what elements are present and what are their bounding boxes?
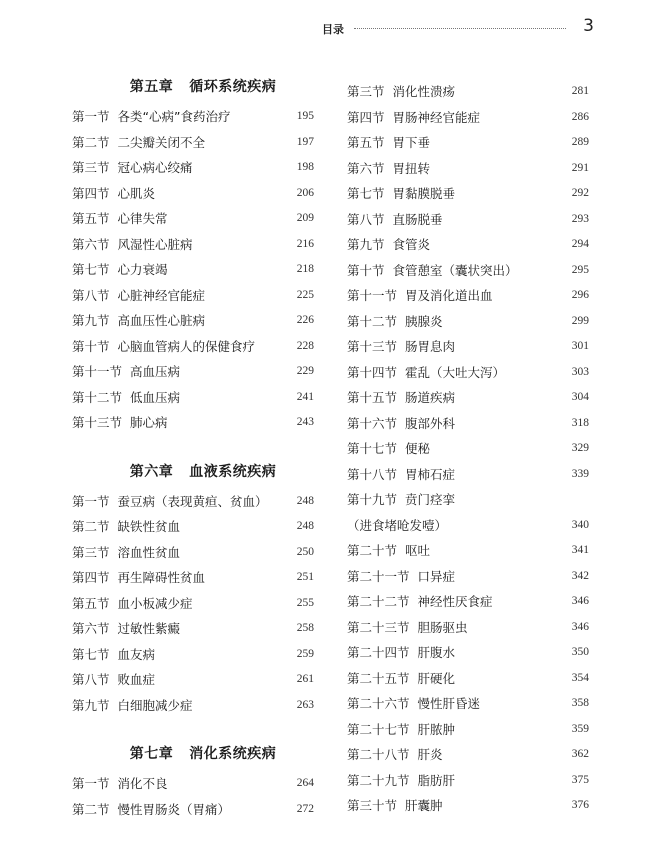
toc-entry[interactable] bbox=[347, 156, 589, 182]
toc-entry[interactable] bbox=[72, 385, 314, 411]
toc-entry[interactable] bbox=[347, 589, 589, 615]
toc-entry[interactable] bbox=[72, 667, 314, 693]
section-title: 消化性溃疡 bbox=[392, 84, 456, 99]
section-page-number: 304 bbox=[571, 391, 589, 403]
section-number: 第四节 bbox=[347, 109, 385, 125]
toc-entry[interactable] bbox=[347, 538, 589, 564]
toc-entry[interactable] bbox=[72, 514, 314, 540]
section-title: 胆肠驱虫 bbox=[417, 619, 468, 635]
section-number: 第二十五节 bbox=[347, 670, 410, 686]
section-page-number: 359 bbox=[571, 722, 589, 735]
section-number: 第二十四节 bbox=[347, 645, 410, 660]
toc-entry[interactable] bbox=[347, 79, 589, 105]
section-number: 第十二节 bbox=[347, 313, 398, 329]
toc-entry[interactable] bbox=[72, 565, 314, 591]
section-page-number: 264 bbox=[296, 777, 314, 789]
section-page-number: 259 bbox=[296, 647, 314, 660]
section-page-number: 209 bbox=[296, 212, 314, 224]
section-title: 霍乱（大吐大泻） bbox=[405, 364, 506, 380]
section-page-number: 272 bbox=[296, 802, 314, 815]
section-page-number: 258 bbox=[296, 622, 314, 634]
toc-entry[interactable] bbox=[72, 104, 314, 130]
section-title: 心律失常 bbox=[117, 211, 168, 226]
section-page-number: 292 bbox=[571, 187, 589, 199]
section-number: 第三节 bbox=[347, 84, 385, 99]
chapter-spacer bbox=[72, 718, 314, 737]
section-page-number: 291 bbox=[571, 161, 589, 174]
section-page-number: 301 bbox=[571, 340, 589, 352]
section-number: 第八节 bbox=[72, 672, 110, 687]
chapter-number: 第七章 bbox=[129, 746, 174, 762]
section-page-number: 362 bbox=[571, 748, 589, 760]
toc-entry[interactable] bbox=[72, 616, 314, 642]
section-title: 风湿性心脏病 bbox=[117, 236, 193, 252]
section-number: 第六节 bbox=[347, 160, 385, 176]
toc-entry[interactable] bbox=[347, 130, 589, 156]
toc-entry[interactable] bbox=[72, 540, 314, 566]
section-page-number: 281 bbox=[571, 85, 589, 97]
section-number: 第十九节 bbox=[347, 492, 398, 507]
section-number: 第二节 bbox=[72, 134, 110, 150]
section-page-number: 350 bbox=[571, 646, 589, 658]
toc-entry[interactable] bbox=[72, 206, 314, 232]
section-title: 腹部外科 bbox=[405, 415, 456, 431]
section-page-number: 251 bbox=[296, 571, 314, 583]
section-title: 肠道疾病 bbox=[405, 390, 456, 405]
section-title: 高血压性心脏病 bbox=[117, 313, 206, 328]
section-title: （进食堵呛发噎） bbox=[347, 517, 448, 533]
section-number: 第九节 bbox=[72, 697, 110, 713]
toc-entry[interactable] bbox=[72, 797, 314, 823]
toc-entry[interactable] bbox=[347, 232, 589, 258]
toc-entry[interactable] bbox=[347, 691, 589, 717]
section-title: 蚕豆病（表现黄疸、贫血） bbox=[117, 493, 268, 509]
toc-entry[interactable] bbox=[347, 105, 589, 131]
section-title: 败血症 bbox=[117, 672, 156, 687]
toc-entry[interactable] bbox=[347, 283, 589, 309]
section-page-number: 241 bbox=[296, 390, 314, 403]
section-page-number: 198 bbox=[296, 161, 314, 173]
section-number: 第七节 bbox=[72, 646, 110, 662]
section-title: 胃扭转 bbox=[392, 160, 431, 176]
section-title: 食管炎 bbox=[392, 237, 431, 252]
toc-left-column bbox=[72, 70, 314, 822]
toc-entry[interactable] bbox=[72, 642, 314, 668]
section-number: 第十一节 bbox=[72, 364, 123, 379]
section-page-number: 225 bbox=[296, 288, 314, 301]
section-page-number: 339 bbox=[571, 467, 589, 480]
section-title: 直肠脱垂 bbox=[392, 211, 443, 227]
section-page-number: 248 bbox=[296, 494, 314, 507]
section-page-number: 289 bbox=[571, 136, 589, 148]
section-number: 第二十九节 bbox=[347, 772, 410, 788]
section-page-number: 295 bbox=[571, 263, 589, 276]
chapter-title: 循环系统疾病 bbox=[189, 79, 277, 95]
section-title: 冠心病心绞痛 bbox=[117, 160, 193, 175]
section-page-number: 228 bbox=[296, 339, 314, 352]
section-title: 口异症 bbox=[417, 568, 456, 584]
section-number: 第八节 bbox=[347, 211, 385, 227]
section-number: 第五节 bbox=[72, 595, 110, 611]
section-number: 第七节 bbox=[347, 186, 385, 201]
section-title: 二尖瓣关闭不全 bbox=[117, 134, 206, 150]
section-page-number: 248 bbox=[296, 520, 314, 532]
section-title: 心脑血管病人的保健食疗 bbox=[117, 338, 256, 354]
section-page-number: 218 bbox=[296, 263, 314, 275]
section-title: 白细胞减少症 bbox=[117, 697, 193, 713]
section-number: 第十三节 bbox=[72, 415, 123, 430]
section-number: 第三节 bbox=[72, 544, 110, 560]
section-title: 消化不良 bbox=[117, 776, 168, 791]
section-number: 第九节 bbox=[72, 313, 110, 328]
toc-entry[interactable] bbox=[72, 489, 314, 515]
section-title: 脂肪肝 bbox=[417, 772, 456, 788]
section-title: 肺心病 bbox=[130, 415, 168, 430]
section-title: 肝脓肿 bbox=[417, 721, 456, 737]
header-title: 目录 bbox=[322, 23, 344, 36]
section-page-number: 261 bbox=[296, 673, 314, 685]
section-page-number: 286 bbox=[571, 110, 589, 123]
section-title: 再生障碍性贫血 bbox=[117, 570, 206, 585]
section-title: 溶血性贫血 bbox=[117, 544, 181, 560]
section-number: 第十七节 bbox=[347, 441, 398, 456]
section-title: 胃下垂 bbox=[392, 135, 431, 150]
toc-right-column bbox=[347, 79, 589, 819]
toc-entry[interactable] bbox=[72, 359, 314, 385]
section-title: 肠胃息肉 bbox=[405, 339, 456, 354]
section-title: 便秘 bbox=[405, 441, 431, 456]
toc-entry[interactable] bbox=[347, 666, 589, 692]
section-page-number: 299 bbox=[571, 314, 589, 327]
toc-entry[interactable] bbox=[347, 309, 589, 335]
section-number: 第七节 bbox=[72, 262, 110, 277]
section-number: 第六节 bbox=[72, 621, 110, 636]
toc-entry[interactable] bbox=[347, 334, 589, 360]
section-number: 第六节 bbox=[72, 236, 110, 252]
section-page-number: 296 bbox=[571, 289, 589, 301]
chapter-number: 第六章 bbox=[129, 463, 174, 480]
section-number: 第十五节 bbox=[347, 390, 398, 405]
chapter-heading bbox=[72, 70, 314, 104]
chapter-heading bbox=[72, 455, 314, 489]
section-number: 第一节 bbox=[72, 776, 110, 791]
section-page-number: 358 bbox=[571, 697, 589, 709]
toc-entry[interactable] bbox=[347, 768, 589, 794]
section-number: 第八节 bbox=[72, 287, 110, 303]
section-title: 食管憩室（囊状突出） bbox=[392, 262, 518, 278]
toc-entry[interactable] bbox=[347, 615, 589, 641]
toc-entry[interactable] bbox=[347, 717, 589, 743]
section-title: 肝腹水 bbox=[417, 645, 456, 660]
section-number: 第十二节 bbox=[72, 389, 123, 405]
section-page-number: 376 bbox=[571, 799, 589, 811]
section-title: 高血压病 bbox=[130, 364, 181, 379]
section-page-number: 329 bbox=[571, 442, 589, 454]
section-number: 第二十三节 bbox=[347, 619, 410, 635]
section-page-number: 354 bbox=[571, 671, 589, 684]
page-number: 3 bbox=[583, 16, 594, 36]
section-title: 贲门痉挛 bbox=[405, 492, 456, 507]
section-number: 第二十二节 bbox=[347, 594, 410, 609]
toc-entry[interactable] bbox=[72, 232, 314, 258]
section-title: 过敏性紫癜 bbox=[117, 621, 181, 636]
section-number: 第十六节 bbox=[347, 415, 398, 431]
chapter-title: 血液系统疾病 bbox=[189, 463, 277, 480]
section-number: 第十八节 bbox=[347, 466, 398, 482]
section-title: 肝硬化 bbox=[417, 670, 456, 686]
section-number: 第二十六节 bbox=[347, 696, 410, 711]
section-title: 神经性厌食症 bbox=[417, 594, 493, 609]
toc-entry[interactable] bbox=[347, 564, 589, 590]
toc-entry[interactable] bbox=[72, 334, 314, 360]
section-page-number: 195 bbox=[296, 110, 314, 122]
section-page-number: 346 bbox=[571, 620, 589, 633]
section-title: 各类“心病”食药治疗 bbox=[117, 109, 231, 124]
toc-entry[interactable] bbox=[72, 693, 314, 719]
toc-entry[interactable] bbox=[347, 436, 589, 462]
section-page-number: 341 bbox=[571, 544, 589, 556]
section-number: 第五节 bbox=[72, 211, 110, 226]
section-number: 第二十一节 bbox=[347, 568, 410, 584]
toc-entry[interactable] bbox=[347, 258, 589, 284]
section-number: 第十节 bbox=[347, 262, 385, 278]
section-page-number: 197 bbox=[296, 135, 314, 148]
section-page-number: 250 bbox=[296, 545, 314, 558]
section-title: 心脏神经官能症 bbox=[117, 287, 206, 303]
section-number: 第九节 bbox=[347, 237, 385, 252]
toc-entry[interactable] bbox=[347, 360, 589, 386]
toc-entry[interactable] bbox=[72, 155, 314, 181]
section-page-number: 340 bbox=[571, 518, 589, 531]
section-title: 心力衰竭 bbox=[117, 262, 168, 277]
section-title: 低血压病 bbox=[130, 389, 181, 405]
section-page-number: 293 bbox=[571, 212, 589, 225]
section-number: 第四节 bbox=[72, 570, 110, 585]
section-title: 心肌炎 bbox=[117, 185, 156, 201]
section-page-number: 255 bbox=[296, 596, 314, 609]
chapter-number: 第五章 bbox=[129, 79, 174, 95]
section-title: 胃肠神经官能症 bbox=[392, 109, 481, 125]
section-title: 肝囊肿 bbox=[405, 798, 443, 813]
toc-entry[interactable] bbox=[347, 462, 589, 488]
section-page-number: 294 bbox=[571, 238, 589, 250]
section-page-number: 243 bbox=[296, 416, 314, 428]
chapter-heading bbox=[72, 737, 314, 771]
toc-entry[interactable] bbox=[72, 181, 314, 207]
section-title: 胃及消化道出血 bbox=[405, 288, 493, 303]
toc-entry[interactable] bbox=[347, 487, 589, 513]
section-title: 血小板减少症 bbox=[117, 595, 193, 611]
section-title: 慢性胃肠炎（胃痛） bbox=[117, 801, 231, 817]
section-page-number: 342 bbox=[571, 569, 589, 582]
toc-entry[interactable] bbox=[347, 640, 589, 666]
section-number: 第二十八节 bbox=[347, 747, 410, 762]
section-page-number: 346 bbox=[571, 595, 589, 607]
section-number: 第四节 bbox=[72, 185, 110, 201]
section-number: 第二十节 bbox=[347, 543, 398, 558]
section-number: 第二节 bbox=[72, 801, 110, 817]
toc-entry[interactable] bbox=[347, 411, 589, 437]
section-page-number: 303 bbox=[571, 365, 589, 378]
chapter-spacer bbox=[72, 436, 314, 455]
toc-entry[interactable] bbox=[347, 181, 589, 207]
toc-entry[interactable] bbox=[72, 410, 314, 436]
toc-entry[interactable] bbox=[347, 385, 589, 411]
section-title: 血友病 bbox=[117, 646, 156, 662]
section-number: 第十三节 bbox=[347, 339, 398, 354]
section-title: 胃柿石症 bbox=[405, 466, 456, 482]
section-number: 第三节 bbox=[72, 160, 110, 175]
chapter-title: 消化系统疾病 bbox=[189, 746, 277, 762]
section-number: 第一节 bbox=[72, 493, 110, 509]
header-dot-leader bbox=[354, 28, 566, 29]
toc-entry[interactable] bbox=[72, 308, 314, 334]
section-number: 第五节 bbox=[347, 135, 385, 150]
section-title: 缺铁性贫血 bbox=[117, 519, 181, 534]
section-number: 第十节 bbox=[72, 338, 110, 354]
toc-entry[interactable] bbox=[347, 742, 589, 768]
page-header bbox=[318, 14, 594, 40]
section-title: 慢性肝昏迷 bbox=[417, 696, 481, 711]
toc-entry[interactable] bbox=[72, 283, 314, 309]
section-title: 胃黏膜脱垂 bbox=[392, 186, 456, 201]
section-number: 第二十七节 bbox=[347, 721, 410, 737]
section-title: 呕吐 bbox=[405, 543, 431, 558]
section-page-number: 229 bbox=[296, 365, 314, 377]
section-number: 第三十节 bbox=[347, 798, 398, 813]
toc-entry[interactable] bbox=[72, 591, 314, 617]
toc-entry[interactable] bbox=[72, 771, 314, 797]
section-page-number: 226 bbox=[296, 314, 314, 326]
section-page-number: 206 bbox=[296, 186, 314, 199]
toc-entry[interactable] bbox=[72, 257, 314, 283]
section-number: 第十四节 bbox=[347, 364, 398, 380]
section-page-number: 263 bbox=[296, 698, 314, 711]
toc-entry[interactable] bbox=[347, 793, 589, 819]
toc-entry[interactable] bbox=[72, 130, 314, 156]
section-page-number: 318 bbox=[571, 416, 589, 429]
toc-entry[interactable] bbox=[347, 513, 589, 539]
section-title: 肝炎 bbox=[417, 747, 443, 762]
section-page-number: 375 bbox=[571, 773, 589, 786]
toc-entry[interactable] bbox=[347, 207, 589, 233]
section-number: 第一节 bbox=[72, 109, 110, 124]
section-page-number: 216 bbox=[296, 237, 314, 250]
section-number: 第十一节 bbox=[347, 288, 398, 303]
section-title: 胰腺炎 bbox=[405, 313, 443, 329]
section-number: 第二节 bbox=[72, 519, 110, 534]
